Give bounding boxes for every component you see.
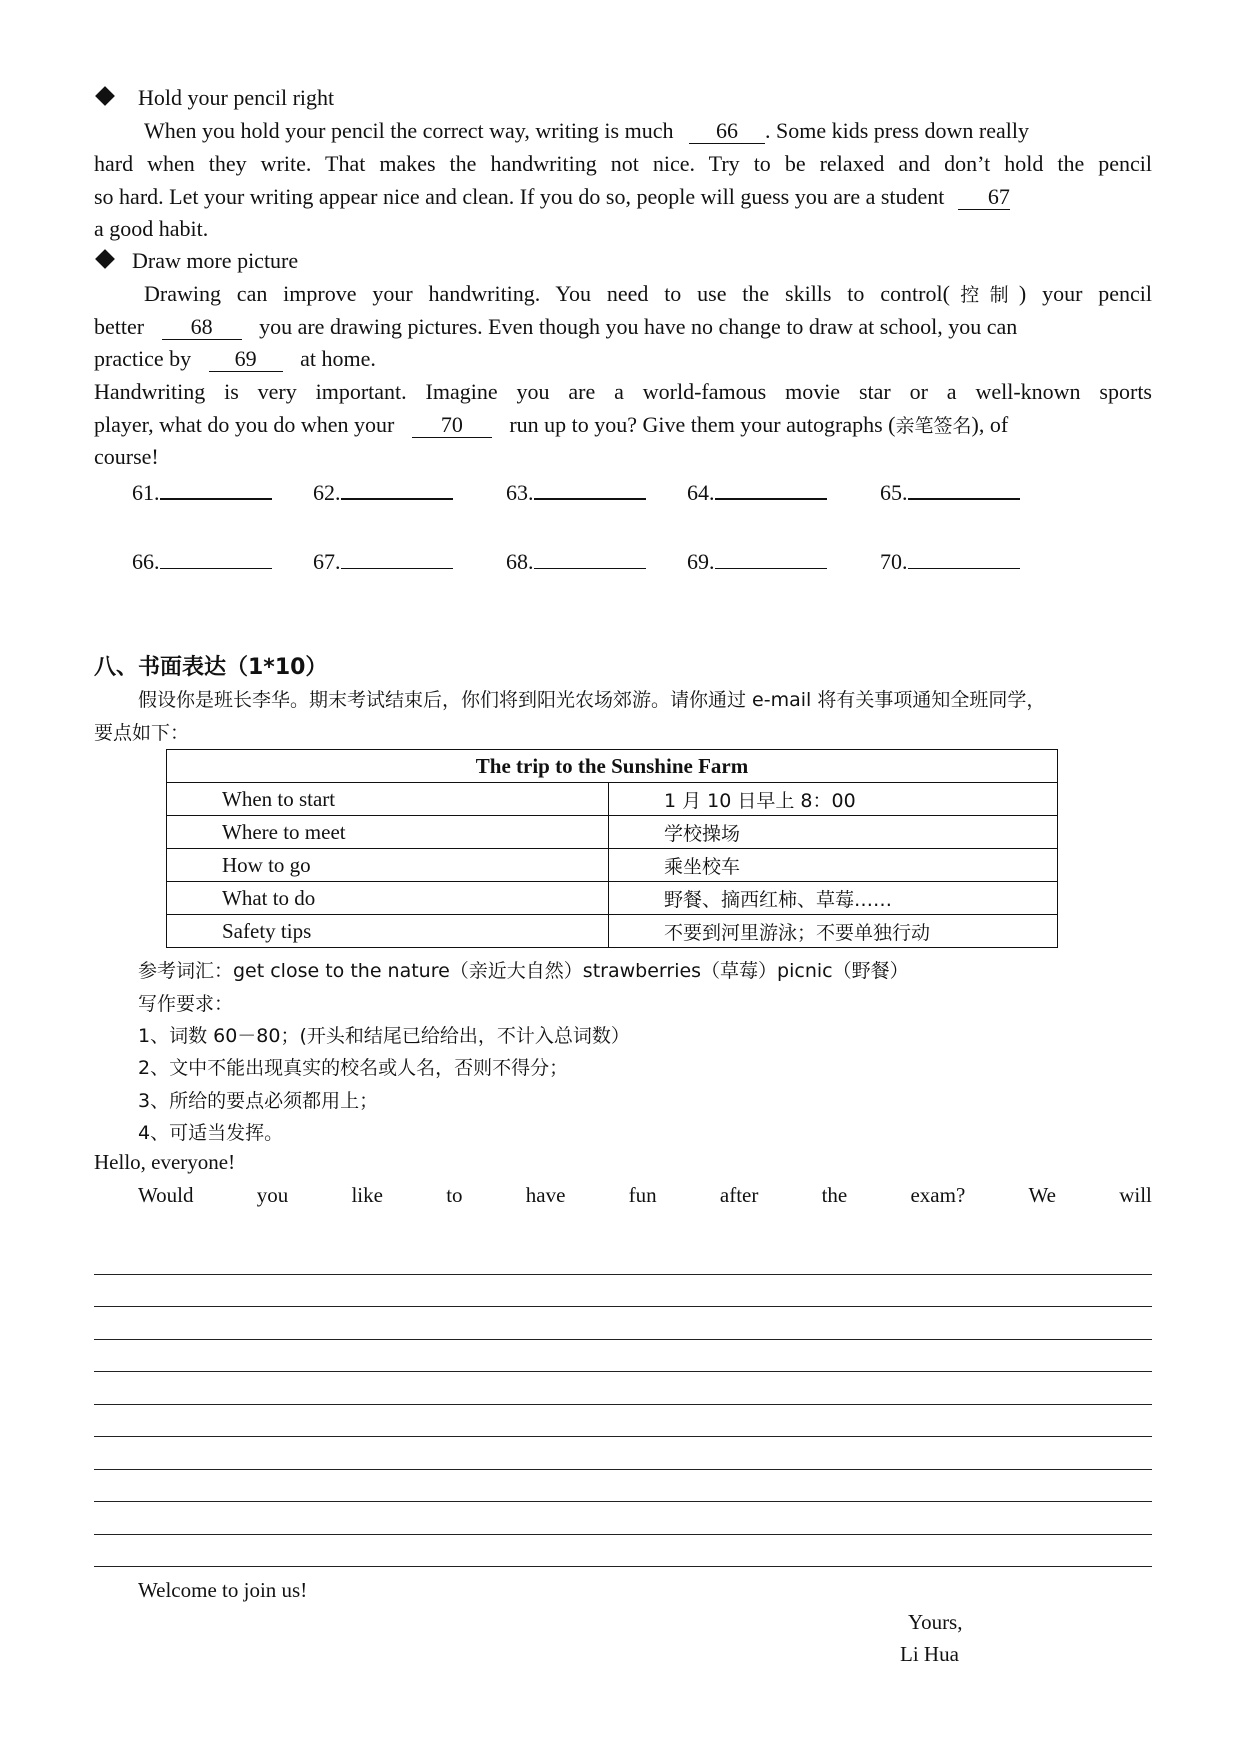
opening-word: after <box>719 1183 759 1207</box>
table-detail: 1 月 10 日早上 8：00 <box>609 783 1058 816</box>
table-item: Safety tips <box>167 915 609 948</box>
trip-table <box>166 749 1058 948</box>
vocab-line: 参考词汇：get close to the nature（亲近大自然）strawberries（草莓）picnic（野餐） <box>138 960 909 982</box>
writing-line[interactable] <box>94 1404 1152 1405</box>
blank-68: 68 <box>162 315 242 340</box>
table-row <box>167 816 1058 849</box>
p2-l2-b: you are drawing pictures. Even though you have no change to draw at school, you can <box>259 314 1018 339</box>
writing-intro-line2: 要点如下： <box>94 722 190 744</box>
sign-name: Li Hua <box>900 1642 959 1666</box>
table-item: Where to meet <box>167 816 609 849</box>
paragraph-line: a good habit. <box>94 216 209 241</box>
opening-word: fun <box>628 1183 657 1207</box>
letter-closing: Welcome to join us! <box>138 1578 308 1602</box>
table-row <box>167 915 1058 948</box>
table-detail: 乘坐校车 <box>609 849 1058 882</box>
letter-opening-line <box>138 1183 1152 1208</box>
writing-line[interactable] <box>94 1436 1152 1437</box>
table-row <box>167 783 1058 816</box>
answer-63[interactable]: 63. <box>506 476 646 509</box>
table-detail: 野餐、摘西红柿、草莓…… <box>609 882 1058 915</box>
paragraph-line: hard when they write. That makes the handwriting not nice. Try to be relaxed and don’t hold the pencil <box>94 151 1152 176</box>
requirement-1: 1、词数 60－80；(开头和结尾已给给出，不计入总词数） <box>138 1025 630 1047</box>
requirement-3: 3、所给的要点必须都用上； <box>138 1090 379 1112</box>
opening-word: We <box>1028 1183 1056 1207</box>
paragraph-line <box>94 311 1152 343</box>
opening-word: to <box>446 1183 463 1207</box>
table-row <box>167 882 1058 915</box>
p2-l3-b: at home. <box>300 346 376 371</box>
answer-61[interactable]: 61. <box>132 476 272 509</box>
section-draw-heading <box>94 245 1152 277</box>
paragraph-line <box>94 409 1152 441</box>
letter-greeting: Hello, everyone! <box>94 1150 236 1174</box>
paragraph-line <box>94 181 1152 213</box>
blank-66: 66 <box>689 119 765 144</box>
requirement-4: 4、可适当发挥。 <box>138 1122 284 1144</box>
p3-l2-b: run up to you? Give them your autographs ( <box>509 412 896 437</box>
opening-word: will <box>1119 1183 1152 1207</box>
table-row <box>167 849 1058 882</box>
answer-66[interactable]: 66. <box>132 546 272 578</box>
answer-65[interactable]: 65. <box>880 476 1020 509</box>
sign-yours: Yours, <box>908 1610 963 1634</box>
writing-line[interactable] <box>94 1501 1152 1502</box>
writing-line[interactable] <box>94 1469 1152 1470</box>
writing-line[interactable] <box>94 1339 1152 1340</box>
opening-word: you <box>256 1183 289 1207</box>
p1-l3-a: so hard. Let your writing appear nice and clean. If you do so, people will guess you are a student <box>94 184 945 209</box>
p3-l2-cn: 亲笔签名 <box>895 415 972 437</box>
opening-word: have <box>525 1183 566 1207</box>
paragraph-line <box>94 115 1152 147</box>
diamond-bullet-icon <box>95 249 115 269</box>
answer-68[interactable]: 68. <box>506 546 646 578</box>
hold-heading-text: Hold your pencil right <box>138 85 335 110</box>
answer-69[interactable]: 69. <box>687 546 827 578</box>
blank-70: 70 <box>412 413 492 438</box>
writing-line[interactable] <box>94 1566 1152 1567</box>
blank-69: 69 <box>209 347 283 372</box>
answer-70[interactable]: 70. <box>880 546 1020 578</box>
writing-line[interactable] <box>94 1274 1152 1275</box>
writing-line[interactable] <box>94 1306 1152 1307</box>
blank-67: 67 <box>958 185 1010 210</box>
opening-word: the <box>821 1183 848 1207</box>
answer-67[interactable]: 67. <box>313 546 453 578</box>
writing-line[interactable] <box>94 1534 1152 1535</box>
diamond-bullet-icon <box>95 86 115 106</box>
opening-word: Would <box>138 1183 194 1207</box>
p2-l3-a: practice by <box>94 346 192 371</box>
writing-line[interactable] <box>94 1371 1152 1372</box>
table-item: What to do <box>167 882 609 915</box>
p3-l2-c: ), of <box>971 412 1009 437</box>
answer-62[interactable]: 62. <box>313 476 453 509</box>
p2-l1-a: Drawing can improve your handwriting. You need to use the skills to control( <box>144 281 950 306</box>
p1-l1-a: When you hold your pencil the correct way, writing is much <box>144 118 674 143</box>
paragraph-line <box>94 343 1152 375</box>
answer-64[interactable]: 64. <box>687 476 827 509</box>
p2-l2-a: better <box>94 314 145 339</box>
table-item: How to go <box>167 849 609 882</box>
opening-word: exam? <box>910 1183 966 1207</box>
requirements-title: 写作要求： <box>138 993 234 1015</box>
p2-l1-cn: 控制 <box>949 284 1019 306</box>
table-item: When to start <box>167 783 609 816</box>
paragraph-line <box>94 278 1152 310</box>
p1-l1-b: . Some kids press down really <box>764 118 1029 143</box>
paragraph-line: Handwriting is very important. Imagine you are a world-famous movie star or a well-known sports <box>94 379 1152 404</box>
paragraph-line: course! <box>94 444 159 469</box>
p3-l2-a: player, what do you do when your <box>94 412 395 437</box>
opening-word: like <box>351 1183 383 1207</box>
writing-intro-line1: 假设你是班长李华。期末考试结束后，你们将到阳光农场郊游。请你通过 e-mail 将有关事项通知全班同学， <box>138 689 1046 711</box>
writing-heading: 八、书面表达（1*10） <box>94 655 328 680</box>
requirement-2: 2、文中不能出现真实的校名或人名，否则不得分； <box>138 1057 569 1079</box>
table-detail: 学校操场 <box>609 816 1058 849</box>
p2-l1-b: ) your pencil <box>1018 281 1152 306</box>
trip-table-title: The trip to the Sunshine Farm <box>167 750 1058 783</box>
section-hold-heading <box>94 82 1152 114</box>
table-detail: 不要到河里游泳；不要单独行动 <box>609 915 1058 948</box>
draw-heading-text: Draw more picture <box>132 248 299 273</box>
